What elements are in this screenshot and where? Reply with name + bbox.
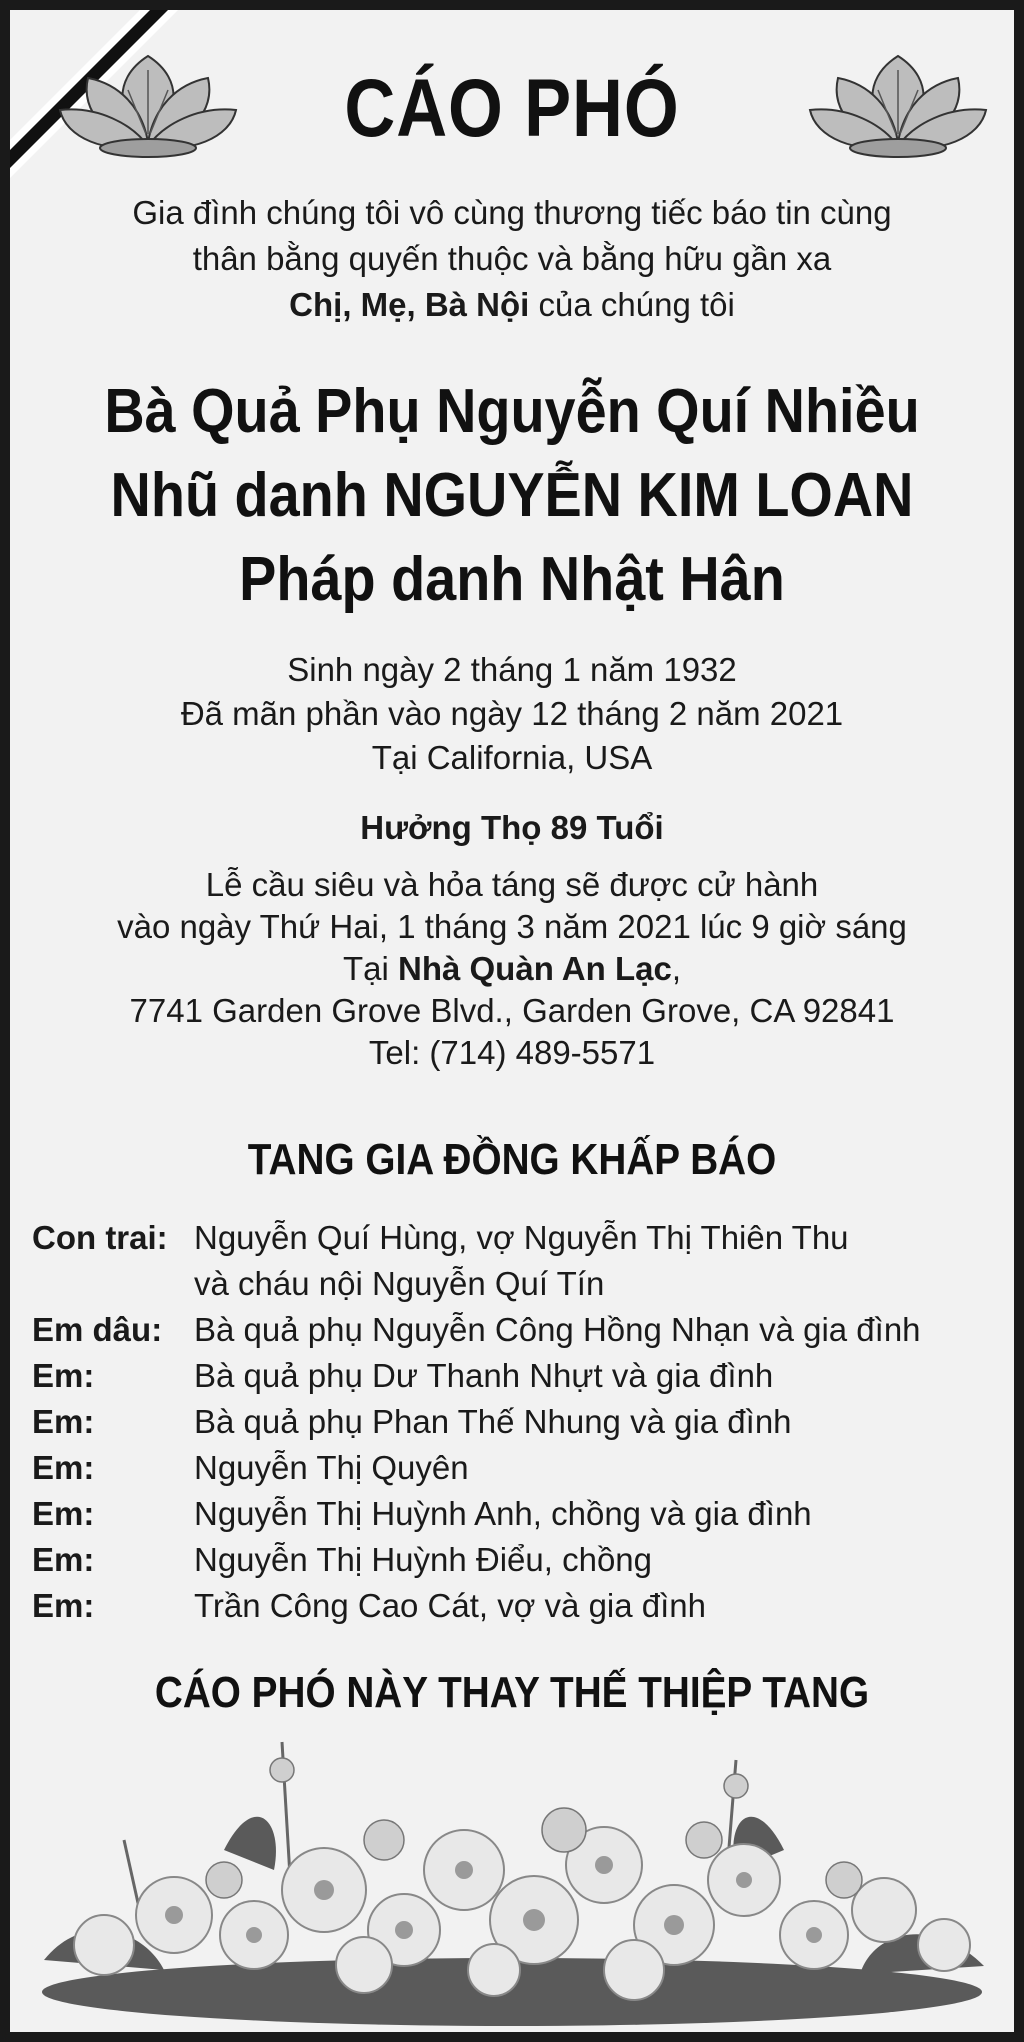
closing-line: CÁO PHÓ NÀY THAY THẾ THIỆP TANG <box>154 1668 870 1717</box>
death-date: Đã mãn phần vào ngày 12 tháng 2 năm 2021 <box>180 695 844 732</box>
intro-line-2: thân bằng quyến thuộc và bằng hữu gần xa <box>192 240 832 277</box>
family-list <box>32 1215 1012 1629</box>
family-row <box>32 1399 1012 1445</box>
service-address: 7741 Garden Grove Blvd., Garden Grove, CA 92841 <box>129 992 895 1029</box>
family-names: Nguyễn Thị Huỳnh Anh, chồng và gia đình <box>194 1495 812 1532</box>
family-role <box>32 1261 194 1307</box>
family-role: Em: <box>32 1541 95 1578</box>
venue-suffix: , <box>671 950 681 987</box>
family-names: Trần Công Cao Cát, vợ và gia đình <box>194 1587 707 1624</box>
family-names: Bà quả phụ Nguyễn Công Hồng Nhạn và gia đình <box>194 1311 921 1348</box>
venue-name: Nhà Quàn An Lạc <box>398 950 672 987</box>
death-place: Tại California, USA <box>371 739 653 776</box>
birth-date: Sinh ngày 2 tháng 1 năm 1932 <box>287 651 737 688</box>
family-heading: TANG GIA ĐỒNG KHẤP BÁO <box>247 1135 777 1184</box>
family-row <box>32 1261 1012 1307</box>
family-row <box>32 1537 1012 1583</box>
venue-prefix: Tại <box>342 950 398 987</box>
family-role: Em: <box>32 1495 95 1532</box>
family-names: Nguyễn Thị Huỳnh Điểu, chồng <box>194 1541 653 1578</box>
family-names: và cháu nội Nguyễn Quí Tín <box>194 1265 605 1302</box>
maiden-name: Nhũ danh NGUYỄN KIM LOAN <box>110 461 914 530</box>
flower-arrangement-image <box>24 1730 1000 2032</box>
relation-label: Chị, Mẹ, Bà Nội <box>289 286 530 323</box>
family-row <box>32 1353 1012 1399</box>
life-dates <box>10 648 1014 780</box>
deceased-name-block <box>60 370 964 622</box>
family-names: Bà quả phụ Phan Thế Nhung và gia đình <box>194 1403 792 1440</box>
family-role: Em: <box>32 1357 95 1394</box>
age-line: Hưởng Thọ 89 Tuổi <box>360 809 664 846</box>
family-row <box>32 1215 1012 1261</box>
family-role: Em: <box>32 1449 95 1486</box>
family-role: Em: <box>32 1403 95 1440</box>
family-names: Bà quả phụ Dư Thanh Nhựt và gia đình <box>194 1357 774 1394</box>
dharma-name: Pháp danh Nhật Hân <box>239 545 785 614</box>
service-info <box>10 864 1014 1074</box>
intro-text <box>10 190 1014 328</box>
family-row <box>32 1445 1012 1491</box>
service-venue <box>10 948 1014 990</box>
family-row <box>32 1491 1012 1537</box>
obituary-title: CÁO PHÓ <box>344 63 680 154</box>
service-phone: Tel: (714) 489-5571 <box>368 1034 656 1071</box>
intro-line-3 <box>10 282 1014 328</box>
family-role: Con trai: <box>32 1219 168 1256</box>
intro-line-1: Gia đình chúng tôi vô cùng thương tiếc báo tin cùng <box>132 194 892 231</box>
family-role: Em dâu: <box>32 1311 163 1348</box>
service-line-1: Lễ cầu siêu và hỏa táng sẽ được cử hành <box>205 866 819 903</box>
intro-line-3-rest: của chúng tôi <box>529 286 735 323</box>
family-role: Em: <box>32 1587 95 1624</box>
family-row <box>32 1583 1012 1629</box>
deceased-name: Bà Quả Phụ Nguyễn Quí Nhiều <box>104 377 920 446</box>
service-line-2: vào ngày Thứ Hai, 1 tháng 3 năm 2021 lúc 9 giờ sáng <box>117 908 907 945</box>
family-names: Nguyễn Thị Quyên <box>194 1449 469 1486</box>
family-row <box>32 1307 1012 1353</box>
family-names: Nguyễn Quí Hùng, vợ Nguyễn Thị Thiên Thu <box>194 1219 849 1256</box>
